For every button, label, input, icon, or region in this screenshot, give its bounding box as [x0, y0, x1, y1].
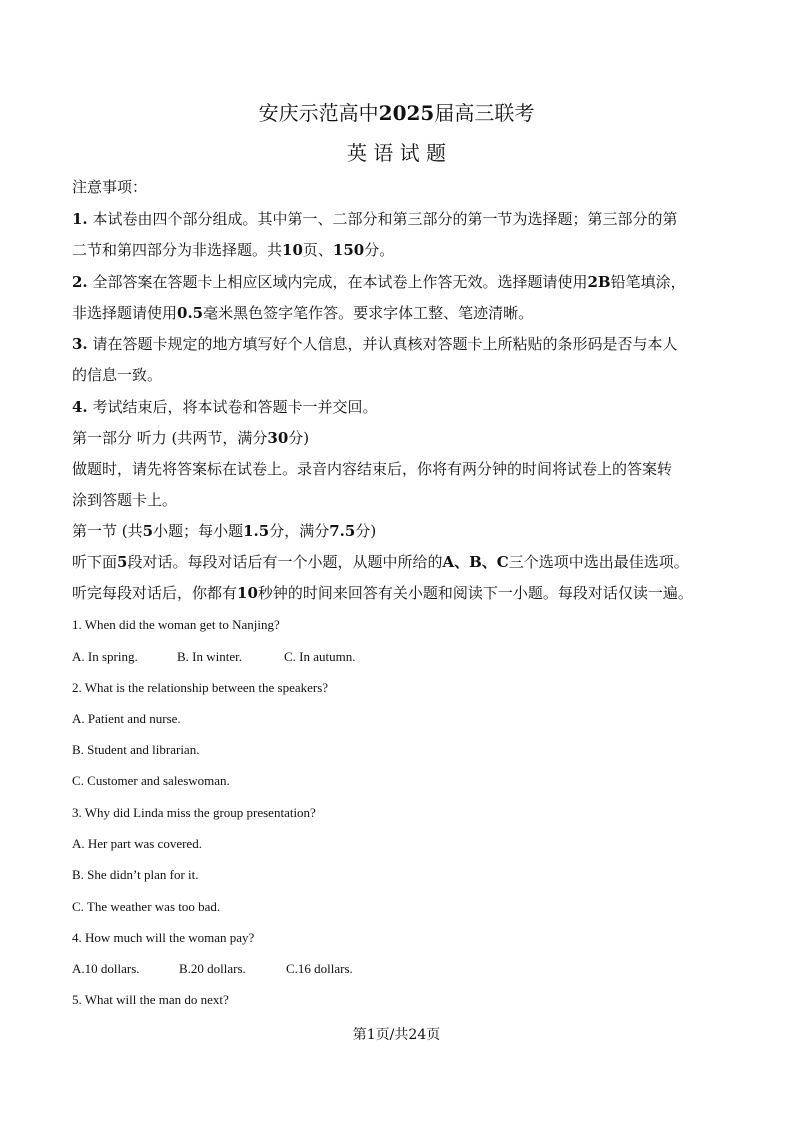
part1-instruction-line-1: 做题时，请先将答案标在试卷上。录音内容结束后，你将有两分钟的时间将试卷上的答案转 [72, 460, 673, 478]
heading-text: 第一部分 听力 (共两节，满分 [72, 429, 268, 447]
instruction-text: 听完每段对话后，你都有 [72, 584, 238, 602]
note-number: 3. [72, 335, 88, 353]
exam-title [0, 97, 793, 126]
note-1-line-2 [72, 240, 394, 260]
question-3-option-a: A. Her part was covered. [72, 836, 202, 851]
footer-text: 页 [426, 1027, 441, 1043]
footer-text: 第 [352, 1027, 367, 1043]
note-text: 铅笔填涂， [610, 273, 686, 291]
question-2-option-c: C. Customer and saleswoman. [72, 773, 230, 788]
section1-instruction-line-2 [72, 583, 693, 603]
title-text: 安庆示范高中 [258, 101, 379, 125]
option-c: C. In autumn. [284, 649, 356, 664]
question-4-stem: 4. How much will the woman pay? [72, 930, 255, 945]
note-text: 分。 [364, 241, 395, 259]
instruction-text: 三个选项中选出最佳选项。 [508, 553, 689, 571]
question-5-stem: 5. What will the man do next? [72, 992, 229, 1007]
option-c: C.16 dollars. [286, 961, 353, 976]
part1-instruction-line-2: 涂到答题卡上。 [72, 491, 178, 509]
option-letters: A、B、C [442, 553, 509, 571]
note-1-line-1 [72, 209, 677, 229]
note-text: 二节和第四部分为非选择题。共 [72, 241, 283, 259]
note-text: 请在答题卡规定的地方填写好个人信息，并认真核对答题卡上所粘贴的条形码是否与本人 [92, 335, 678, 353]
note-number: 2. [72, 273, 88, 291]
heading-text: 小题；每小题 [153, 522, 244, 540]
current-page: 1 [366, 1027, 376, 1043]
note-3-line-1 [72, 334, 677, 354]
points-each: 1.5 [243, 522, 270, 540]
question-2-option-b: B. Student and librarian. [72, 742, 200, 757]
part1-score: 30 [267, 429, 289, 447]
instruction-text: 听下面 [72, 553, 118, 571]
section1-heading [72, 521, 376, 541]
notes-heading: 注意事项： [72, 178, 148, 196]
question-count: 5 [142, 522, 154, 540]
note-2-line-1 [72, 272, 686, 292]
note-3-line-2: 的信息一致。 [72, 366, 163, 384]
note-text: 非选择题请使用 [72, 304, 178, 322]
note-number: 1. [72, 210, 88, 228]
section1-instruction-line-1 [72, 552, 689, 572]
note-number: 4. [72, 398, 88, 416]
question-4-options [72, 960, 353, 978]
part1-heading [72, 428, 309, 448]
option-a: A.10 dollars. [72, 961, 140, 976]
option-b: B. In winter. [177, 649, 242, 664]
total-pages: 24 [408, 1027, 427, 1043]
question-1-stem: 1. When did the woman get to Nanjing? [72, 617, 280, 632]
heading-text: 分) [355, 522, 377, 540]
pen-size: 0.5 [177, 304, 204, 322]
page-footer [0, 1024, 793, 1044]
page-count: 10 [282, 241, 303, 259]
heading-text: 分，满分 [269, 522, 330, 540]
note-text: 本试卷由四个部分组成。其中第一、二部分和第三部分的第一节为选择题；第三部分的第 [92, 210, 678, 228]
note-text: 全部答案在答题卡上相应区域内完成，在本试卷上作答无效。选择题请使用 [92, 273, 588, 291]
seconds-count: 10 [237, 584, 258, 602]
note-2-line-2 [72, 303, 533, 323]
note-text: 考试结束后，将本试卷和答题卡一并交回。 [92, 398, 378, 416]
total-score: 150 [332, 241, 365, 259]
question-3-option-b: B. She didn’t plan for it. [72, 867, 199, 882]
note-text: 页、 [302, 241, 333, 259]
pencil-grade: 2B [587, 273, 611, 291]
question-1-options [72, 648, 356, 666]
note-4 [72, 397, 377, 417]
instruction-text: 段对话。每段对话后有一个小题，从题中所给的 [127, 553, 443, 571]
title-year: 2025 [378, 101, 435, 125]
question-3-stem: 3. Why did Linda miss the group presentation? [72, 805, 316, 820]
instruction-text: 秒钟的时间来回答有关小题和阅读下一小题。每段对话仅读一遍。 [257, 584, 693, 602]
note-text: 毫米黑色签字笔作答。要求字体工整、笔迹清晰。 [203, 304, 534, 322]
question-2-stem: 2. What is the relationship between the speakers? [72, 680, 329, 695]
option-a: A. In spring. [72, 649, 138, 664]
section-total: 7.5 [329, 522, 356, 540]
exam-subtitle: 英 语 试 题 [346, 141, 447, 165]
title-text-2: 届高三联考 [434, 101, 535, 125]
option-b: B.20 dollars. [179, 961, 246, 976]
heading-text: 第一节 (共 [72, 522, 143, 540]
heading-text: 分) [288, 429, 310, 447]
question-2-option-a: A. Patient and nurse. [72, 711, 181, 726]
question-3-option-c: C. The weather was too bad. [72, 899, 221, 914]
footer-text: 页/共 [375, 1027, 409, 1043]
dialogue-count: 5 [117, 553, 128, 571]
